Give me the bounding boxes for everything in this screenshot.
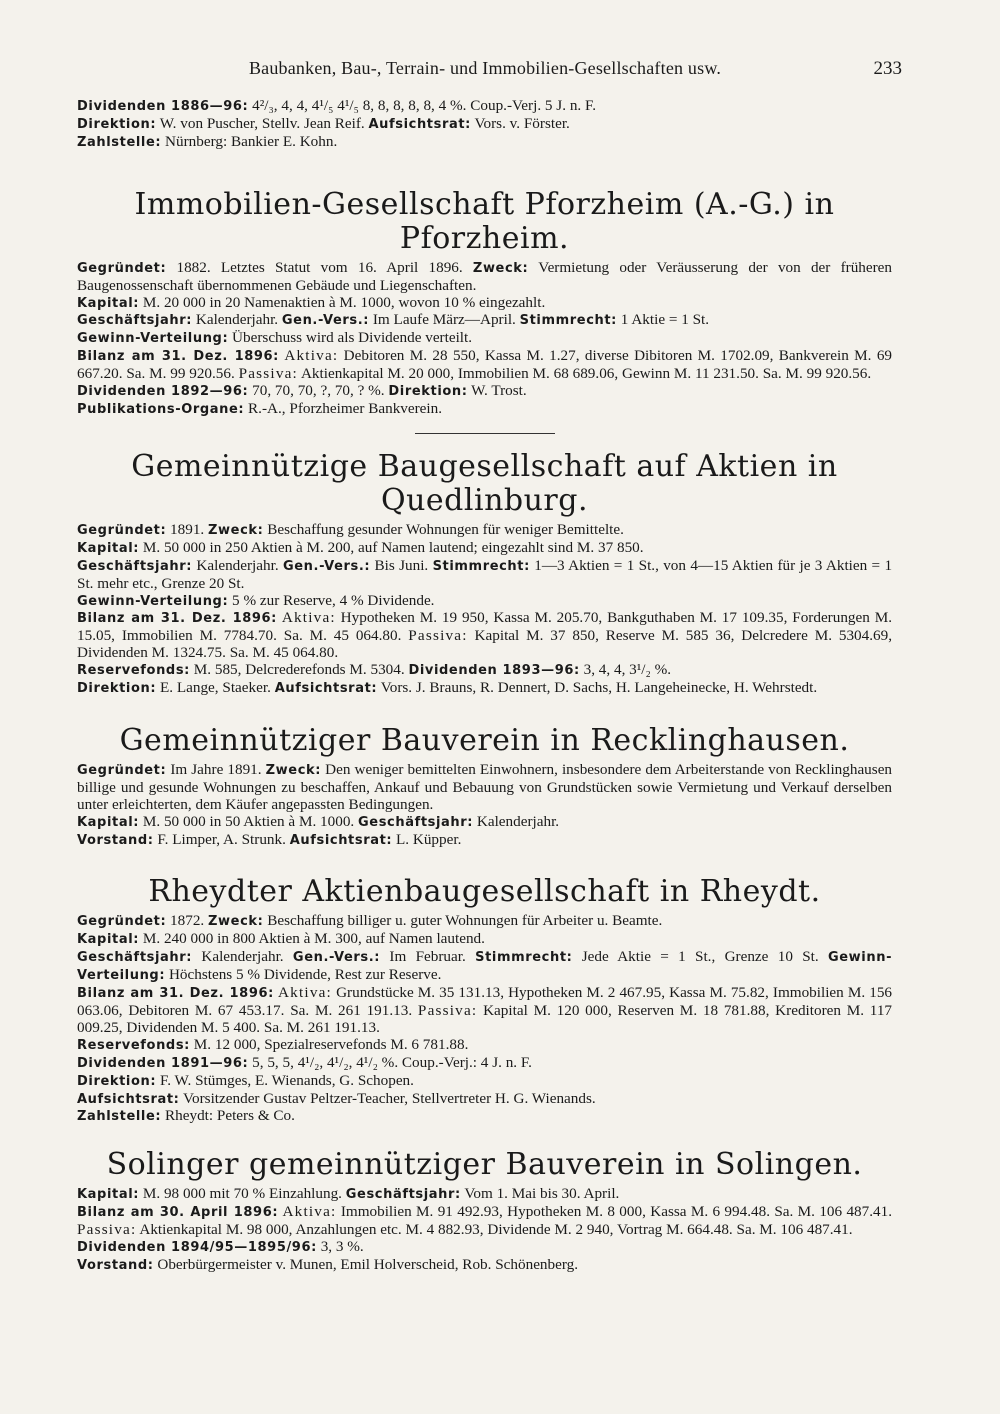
- kapital-line: Kapital: M. 20 000 in 20 Namenaktien à M. 1000, wovon 10 % eingezahlt.: [77, 293, 546, 311]
- aufsichtsrat-line: Aufsichtsrat: Vorsitzender Gustav Peltzer-Teacher, Stellvertreter H. G. Wienands.: [77, 1089, 596, 1107]
- entry-rheydt: [77, 875, 892, 1126]
- entry-recklinghausen: [77, 724, 892, 850]
- entry-heading: Solinger gemeinnütziger Bauverein in Solingen.: [106, 1147, 863, 1183]
- gewinn-line: Gewinn-Verteilung: Überschuss wird als Dividende verteilt.: [77, 329, 473, 347]
- direktion-line: Direktion: W. von Puscher, Stellv. Jean Reif. Aufsichtsrat: Vors. v. Förster.: [77, 114, 570, 132]
- gegruendet-line: Gegründet: 1872. Zweck: Beschaffung billiger u. guter Wohnungen für Arbeiter u. Beamte.: [77, 912, 663, 930]
- entry-heading: Rheydter Aktienbaugesellschaft in Rheydt.: [148, 874, 821, 910]
- kapital-line: Kapital: M. 240 000 in 800 Aktien à M. 300, auf Namen lautend.: [77, 930, 485, 948]
- entry-pforzheim: [77, 188, 892, 434]
- running-header: [78, 58, 902, 82]
- bilanz-line: Bilanz am 30. April 1896: Aktiva: Immobilien M. 91 492.93, Hypotheken M. 8 000, Kassa M. 6 994.48. Sa. M. 106 487.41. Passiva: Aktienkapital M. 98 000, Anzahlungen etc. M. 4 882.93, Dividende M. 2 940, Vortrag M. 664.48. Sa. M. 106 487.41.: [77, 1203, 893, 1239]
- kapital-line: Kapital: M. 98 000 mit 70 % Einzahlung. Geschäftsjahr: Vom 1. Mai bis 30. April.: [77, 1185, 620, 1203]
- vorstand-line: Vorstand: Oberbürgermeister v. Munen, Emil Holverscheid, Rob. Schönenberg.: [77, 1255, 579, 1273]
- vorstand-line: Vorstand: F. Limper, A. Strunk. Aufsichtsrat: L. Küpper.: [77, 830, 462, 848]
- bilanz-line: Bilanz am 31. Dez. 1896: Aktiva: Grundstücke M. 35 131.13, Hypotheken M. 2 467.95, Kassa M. 75.82, Immobilien M. 156 063.06, Debitoren M. 67 453.17. Sa. M. 261 191.13. Passiva: Kapital M. 120 000, Reserven M. 18 781.88, Kreditoren M. 117 009.25, Dividenden M. 5 400. Sa. M. 261 191.13.: [77, 984, 893, 1036]
- entry-heading: Gemeinnützige Baugesellschaft auf Aktien in Quedlinburg.: [131, 448, 838, 518]
- entry-heading: Immobilien-Gesellschaft Pforzheim (A.-G.) in Pforzheim.: [134, 186, 835, 256]
- geschaeftsjahr-line: Geschäftsjahr: Kalenderjahr. Gen.-Vers.: Im Februar. Stimmrecht: Jede Aktie = 1 St., Grenze 10 St. Gewinn-Verteilung: Höchstens 5 % Dividende, Rest zur Reserve.: [77, 948, 893, 984]
- dividenden-line: Dividenden 1891—96: 5, 5, 5, 4¹/₂, 4¹/₂, 4¹/₂ %. Coup.-Verj.: 4 J. n. F.: [77, 1053, 532, 1071]
- gewinn-line: Gewinn-Verteilung: 5 % zur Reserve, 4 % Dividende.: [77, 591, 435, 609]
- geschaeftsjahr-line: Geschäftsjahr: Kalenderjahr. Gen.-Vers.: Bis Juni. Stimmrecht: 1—3 Aktien = 1 St., von 4—15 Aktien für je 3 Aktien = 1 St. mehr etc., Grenze 20 St.: [77, 556, 893, 592]
- gegruendet-line: Gegründet: 1891. Zweck: Beschaffung gesunder Wohnungen für weniger Bemittelte.: [77, 520, 624, 538]
- entry-continuation: [77, 98, 892, 152]
- dividenden-line: Dividenden 1886—96: 4²/₃, 4, 4, 4¹/₅ 4¹/₅ 8, 8, 8, 8, 8, 4 %. Coup.-Verj. 5 J. n. F.: [77, 97, 597, 114]
- zahlstelle-line: Zahlstelle: Rheydt: Peters & Co.: [77, 1107, 295, 1125]
- reserve-line: Reservefonds: M. 12 000, Spezialreservefonds M. 6 781.88.: [77, 1035, 469, 1053]
- dividenden-line: Dividenden 1894/95—1895/96: 3, 3 %.: [77, 1238, 364, 1256]
- section-divider: [415, 433, 555, 434]
- entry-heading: Gemeinnütziger Bauverein in Recklinghausen.: [119, 722, 850, 758]
- publikation-line: Publikations-Organe: R.-A., Pforzheimer Bankverein.: [77, 399, 443, 417]
- running-title: Baubanken, Bau-, Terrain- und Immobilien-Gesellschaften usw.: [248, 58, 722, 78]
- bilanz-line: Bilanz am 31. Dez. 1896: Aktiva: Debitoren M. 28 550, Kassa M. 1.27, diverse Dibitoren M. 1702.09, Bankverein M. 69 667.20. Sa. M. 99 920.56. Passiva: Aktienkapital M. 20 000, Immobilien M. 68 689.06, Gewinn M. 11 231.50. Sa. M. 99 920.56.: [77, 347, 893, 383]
- kapital-line: Kapital: M. 50 000 in 50 Aktien à M. 1000. Geschäftsjahr: Kalenderjahr.: [77, 812, 560, 830]
- direktion-line: Direktion: E. Lange, Staeker. Aufsichtsrat: Vors. J. Brauns, R. Dennert, D. Sachs, H. Langeheinecke, H. Wehrstedt.: [77, 679, 818, 697]
- kapital-line: Kapital: M. 50 000 in 250 Aktien à M. 200, auf Namen lautend; eingezahlt sind M. 37 850.: [77, 538, 644, 556]
- direktion-line: Direktion: F. W. Stümges, E. Wienands, G. Schopen.: [77, 1071, 414, 1089]
- gegruendet-line: Gegründet: 1882. Letztes Statut vom 16. April 1896. Zweck: Vermietung oder Veräusserung der von der früheren Baugenossenschaft übernommenen Gebäude und Liegenschaften.: [77, 258, 893, 294]
- entry-quedlinburg: [77, 450, 892, 698]
- zahlstelle-line: Zahlstelle: Nürnberg: Bankier E. Kohn.: [77, 132, 338, 150]
- page-body: [77, 98, 892, 1275]
- geschaeftsjahr-line: Geschäftsjahr: Kalenderjahr. Gen.-Vers.: Im Laufe März—April. Stimmrecht: 1 Aktie = 1 St.: [77, 311, 710, 329]
- entry-solingen: [77, 1148, 892, 1275]
- page-number: 233: [873, 58, 902, 79]
- bilanz-line: Bilanz am 31. Dez. 1896: Aktiva: Hypotheken M. 19 950, Kassa M. 205.70, Bankguthaben M. 17 109.35, Forderungen M. 15.05, Immobilien M. 7784.70. Sa. M. 45 064.80. Passiva: Kapital M. 37 850, Reserve M. 585 36, Delcredere M. 5304.69, Dividenden M. 1324.75. Sa. M. 45 064.80.: [77, 609, 893, 662]
- gegruendet-line: Gegründet: Im Jahre 1891. Zweck: Den weniger bemittelten Einwohnern, insbesondere dem Arbeiterstande von Recklinghausen billige und gesunde Wohnungen zu beschaffen, Ankauf und Bebauung von Grundstücken sowie Vermietung und Verkauf derselben unter erleichterten, dem Käufer angepassten Bedingungen.: [77, 760, 893, 813]
- reserve-line: Reservefonds: M. 585, Delcrederefonds M. 5304. Dividenden 1893—96: 3, 4, 4, 3¹/₂ %.: [77, 661, 672, 679]
- dividenden-line: Dividenden 1892—96: 70, 70, 70, ?, 70, ? %. Direktion: W. Trost.: [77, 382, 527, 400]
